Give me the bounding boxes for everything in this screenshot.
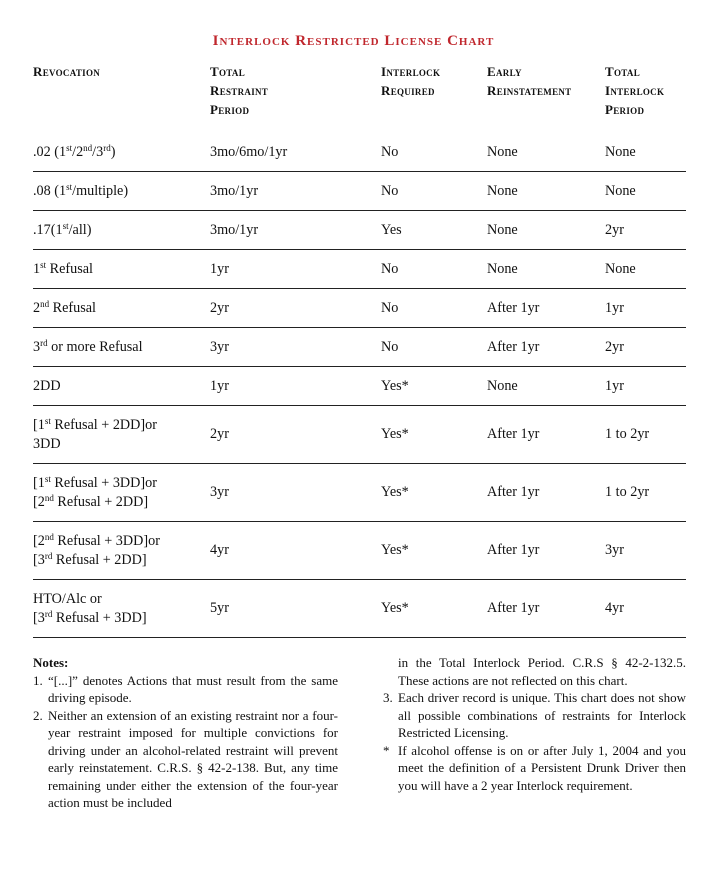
cell-early-reinstatement: None (487, 367, 605, 406)
header-row (33, 62, 686, 133)
table-row (33, 328, 686, 367)
note-2-continued: in the Total Interlock Period. C.R.S § 42-2-132.5. These actions are not reflected on this chart. (398, 655, 686, 688)
cell-interlock-required: Yes* (381, 464, 487, 522)
cell-restraint-period: 3mo/1yr (210, 172, 381, 211)
cell-revocation: 1st Refusal (33, 250, 210, 289)
table-row (33, 580, 686, 638)
cell-revocation: 2nd Refusal (33, 289, 210, 328)
cell-early-reinstatement: None (487, 211, 605, 250)
header-interlock-required: Interlock Required (381, 64, 441, 98)
table-row (33, 464, 686, 522)
cell-interlock-required: No (381, 250, 487, 289)
cell-revocation: .17(1st/all) (33, 211, 210, 250)
cell-interlock-required: Yes* (381, 406, 487, 464)
note-2: 2. Neither an extension of an existing restraint nor a four-year restraint imposed for multiple convictions for driving under an alcohol-related restraint will prevent early reinstatement. C.R.S. § 42-2-138. But, any time remaining under either the extension of the four-year action must be included (33, 707, 338, 810)
cell-total-interlock-period: None (605, 250, 686, 289)
header-early-reinstatement: Early Reinstatement (487, 64, 572, 98)
cell-restraint-period: 4yr (210, 522, 381, 580)
cell-revocation: 2DD (33, 367, 210, 406)
cell-total-interlock-period: 1yr (605, 367, 686, 406)
cell-interlock-required: Yes* (381, 580, 487, 638)
notes-heading: Notes: (33, 655, 69, 670)
header-revocation: Revocation (33, 64, 101, 79)
cell-revocation: HTO/Alc or [3rd Refusal + 3DD] (33, 580, 210, 638)
table-row (33, 522, 686, 580)
cell-early-reinstatement: After 1yr (487, 328, 605, 367)
cell-early-reinstatement: After 1yr (487, 406, 605, 464)
cell-interlock-required: No (381, 328, 487, 367)
cell-interlock-required: Yes* (381, 522, 487, 580)
cell-revocation: [1st Refusal + 2DD]or 3DD (33, 406, 210, 464)
cell-interlock-required: Yes (381, 211, 487, 250)
note-1: 1. “[...]” denotes Actions that must result from the same driving episode. (33, 672, 338, 705)
notes-left-column (33, 654, 338, 812)
cell-early-reinstatement: None (487, 133, 605, 172)
cell-interlock-required: Yes* (381, 367, 487, 406)
note-3: 3. Each driver record is unique. This chart does not show all possible combinations of restraints for Interlock Restricted Licensing. (383, 690, 686, 740)
cell-restraint-period: 3yr (210, 464, 381, 522)
cell-early-reinstatement: None (487, 172, 605, 211)
cell-total-interlock-period: 1 to 2yr (605, 406, 686, 464)
cell-early-reinstatement: After 1yr (487, 289, 605, 328)
note-star: * If alcohol offense is on or after July 1, 2004 and you meet the definition of a Persistent Drunk Driver then you will have a 2 year Interlock requirement. (383, 742, 686, 793)
cell-restraint-period: 2yr (210, 406, 381, 464)
license-chart-table (33, 62, 686, 638)
table-row (33, 133, 686, 172)
table-row (33, 250, 686, 289)
table-row (33, 289, 686, 328)
cell-restraint-period: 3yr (210, 328, 381, 367)
cell-total-interlock-period: 3yr (605, 522, 686, 580)
header-total-interlock-period: Total Interlock Period (605, 64, 665, 117)
cell-early-reinstatement: After 1yr (487, 522, 605, 580)
cell-early-reinstatement: After 1yr (487, 580, 605, 638)
cell-total-interlock-period: None (605, 172, 686, 211)
cell-total-interlock-period: 2yr (605, 211, 686, 250)
cell-restraint-period: 1yr (210, 250, 381, 289)
cell-early-reinstatement: After 1yr (487, 464, 605, 522)
cell-restraint-period: 2yr (210, 289, 381, 328)
cell-interlock-required: No (381, 289, 487, 328)
cell-total-interlock-period: 1yr (605, 289, 686, 328)
cell-revocation: [1st Refusal + 3DD]or [2nd Refusal + 2DD] (33, 464, 210, 522)
cell-revocation: 3rd or more Refusal (33, 328, 210, 367)
notes-right-column (383, 654, 686, 794)
cell-restraint-period: 1yr (210, 367, 381, 406)
cell-revocation: .08 (1st/multiple) (33, 172, 210, 211)
cell-total-interlock-period: 4yr (605, 580, 686, 638)
table-row (33, 406, 686, 464)
table-row (33, 211, 686, 250)
cell-total-interlock-period: None (605, 133, 686, 172)
cell-revocation: [2nd Refusal + 3DD]or [3rd Refusal + 2DD] (33, 522, 210, 580)
cell-interlock-required: No (381, 133, 487, 172)
cell-restraint-period: 3mo/1yr (210, 211, 381, 250)
cell-restraint-period: 5yr (210, 580, 381, 638)
table-row (33, 172, 686, 211)
cell-interlock-required: No (381, 172, 487, 211)
table-row (33, 367, 686, 406)
header-total-restraint-period: Total Restraint Period (210, 64, 269, 117)
cell-total-interlock-period: 2yr (605, 328, 686, 367)
cell-early-reinstatement: None (487, 250, 605, 289)
cell-total-interlock-period: 1 to 2yr (605, 464, 686, 522)
cell-revocation: .02 (1st/2nd/3rd) (33, 133, 210, 172)
cell-restraint-period: 3mo/6mo/1yr (210, 133, 381, 172)
chart-title: Interlock Restricted License Chart (212, 33, 495, 49)
